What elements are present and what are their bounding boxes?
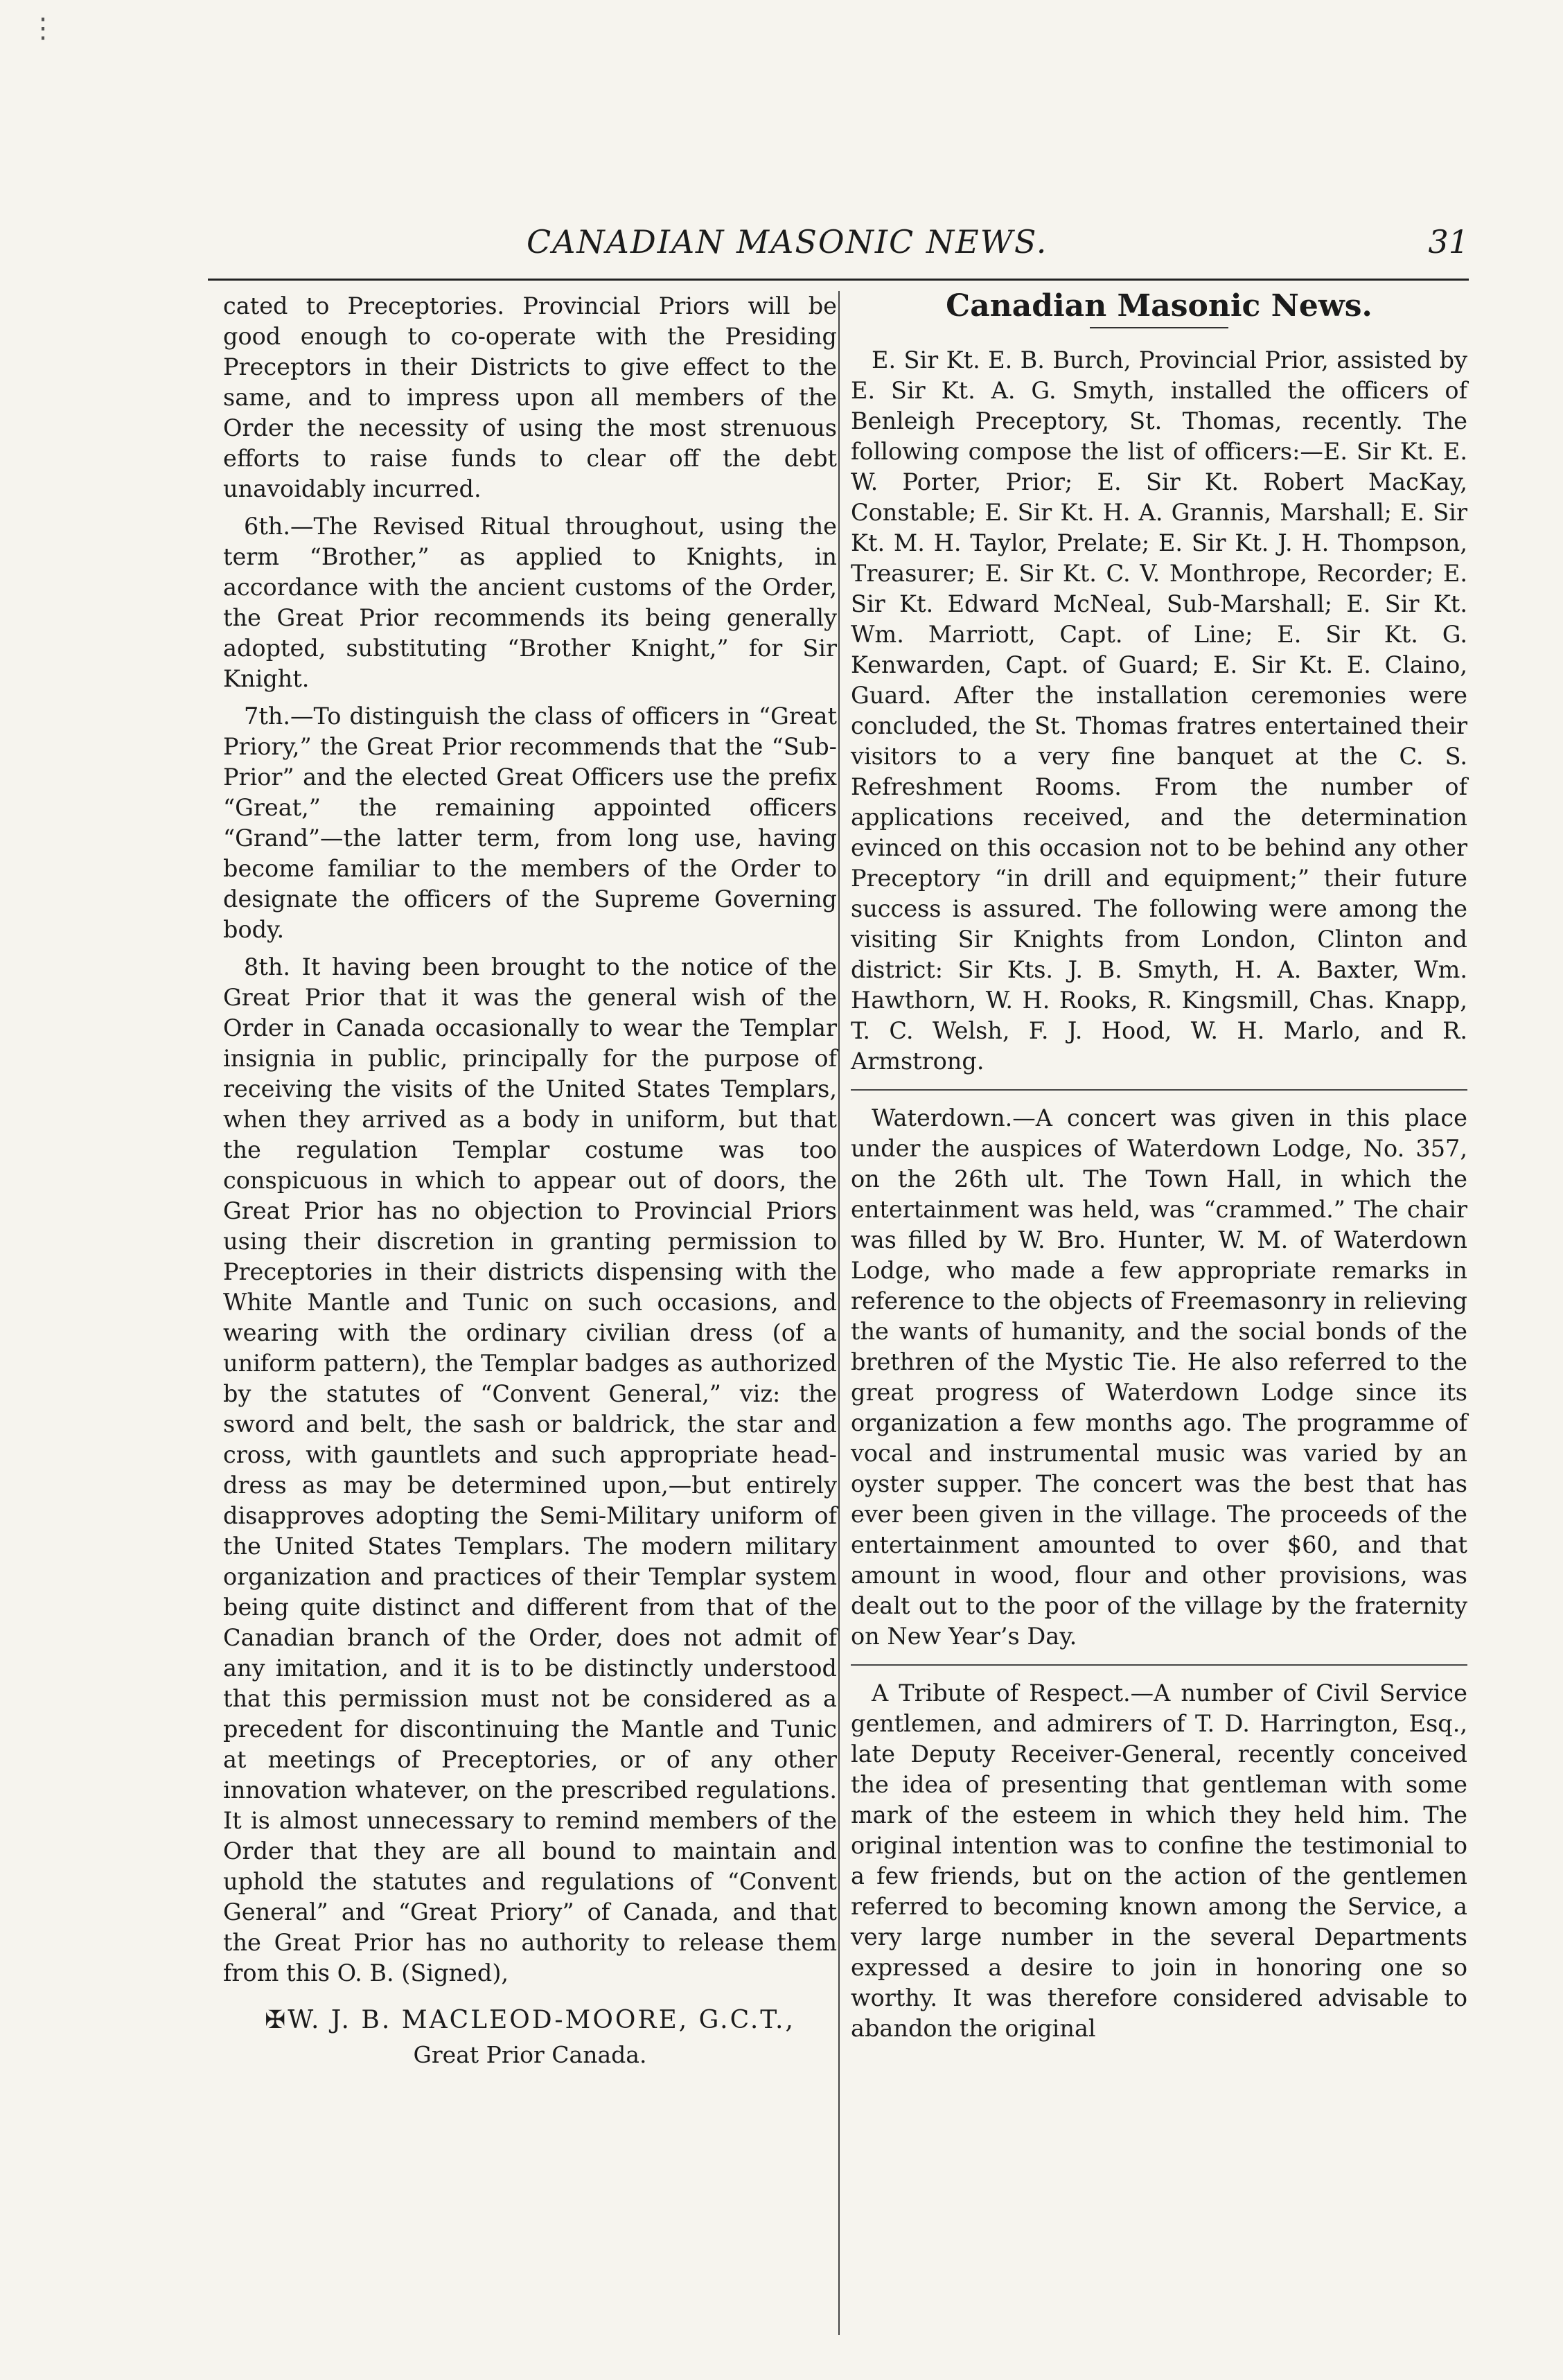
- margin-mark: ⋮: [29, 12, 57, 44]
- section-title: Canadian Masonic News.: [946, 288, 1372, 324]
- article-st-thomas: E. Sir Kt. E. B. Burch, Provincial Prior, assisted by E. Sir Kt. A. G. Smyth, installed the officers of Benleigh Preceptory, St. Thomas, recently. The following compose the list of officers:—E. Sir Kt. E. W. Porter, Prior; E. Sir Kt. Robert MacKay, Constable; E. Sir Kt. H. A. Grannis, Marshall; E. Sir Kt. M. H. Taylor, Prelate; E. Sir Kt. J. H. Thompson, Treasurer; E. Sir Kt. C. V. Monthrope, Recorder; E. Sir Kt. Edward McNeal, Sub-Marshall; E. Sir Kt. Wm. Marriott, Capt. of Line; E. Sir Kt. G. Kenwarden, Capt. of Guard; E. Sir Kt. E. Claino, Guard. After the installation ceremonies were concluded, the St. Thomas fratres entertained their visitors to a very fine banquet at the C. S. Refreshment Rooms. From the number of applications received, and the determination evinced on this occasion not to be behind any other Preceptory “in drill and equipment;” their future success is assured. The following were among the visiting Sir Knights from London, Clinton and district: Sir Kts. J. B. Smyth, H. A. Baxter, Wm. Hawthorn, W. H. Rooks, R. Kingsmill, Chas. Knapp, T. C. Welsh, F. J. Hood, W. H. Marlo, and R. Armstrong.: [851, 346, 1467, 1075]
- page-number: 31: [1428, 223, 1469, 261]
- header-rule: [208, 279, 1469, 281]
- paragraph-7th: 7th.—To distinguish the class of officers in “Great Priory,” the Great Prior recommends that the “Sub-Prior” and the elected Great Officers use the prefix “Great,” the remaining appointed officers “Grand”—the latter term, from long use, having become familiar to the members of the Order to designate the officers of the Supreme Governing body.: [223, 703, 837, 943]
- article-separator: [851, 1664, 1467, 1666]
- paragraph-6th: 6th.—The Revised Ritual throughout, using the term “Brother,” as applied to Knights, in accordance with the ancient customs of the Order, the Great Prior recommends its being generally adopted, substituting “Brother Knight,” for Sir Knight.: [223, 513, 837, 692]
- paragraph-8th: 8th. It having been brought to the notice of the Great Prior that it was the general wish of the Order in Canada occasionally to wear the Templar insignia in public, principally for the purpose of receiving the visits of the United States Templars, when they arrived as a body in uniform, but that the regulation Templar costume was too conspicuous in which to appear out of doors, the Great Prior has no objection to Provincial Priors using their discretion in granting permission to Preceptories in their districts dispensing with the White Mantle and Tunic on such occasions, and wearing with the ordinary civilian dress (of a uniform pattern), the Templar badges as authorized by the statutes of “Convent General,” viz: the sword and belt, the sash or baldrick, the star and cross, with gauntlets and such appropriate head-dress as may be determined upon,—but entirely disapproves adopting the Semi-Military uniform of the United States Templars. The modern military organization and practices of their Templar system being quite distinct and different from that of the Canadian branch of the Order, does not admit of any imitation, and it is to be distinctly understood that this permission must not be considered as a precedent for discontinuing the Mantle and Tunic at meetings of Preceptories, or of any other innovation whatever, on the prescribed regulations. It is almost unnecessary to remind members of the Order that they are all bound to maintain and uphold the statutes and regulations of “Convent General” and “Great Priory” of Canada, and that the Great Prior has no authority to release them from this O. B. (Signed),: [223, 953, 837, 1986]
- running-title: CANADIAN MASONIC NEWS.: [527, 223, 1048, 261]
- article-tribute: A Tribute of Respect.—A number of Civil Service gentlemen, and admirers of T. D. Harrington, Esq., late Deputy Receiver-General, recently conceived the idea of presenting that gentleman with some mark of the esteem in which they held him. The original intention was to confine the testimonial to a few friends, but on the action of the gentlemen referred to becoming known among the Service, a very large number in the several Departments expressed a desire to join in honoring one so worthy. It was therefore considered advisable to abandon the original: [851, 1680, 1467, 2042]
- running-head: [208, 223, 1469, 265]
- signature: ✠W. J. B. MACLEOD-MOORE, G.C.T.,: [265, 2006, 795, 2034]
- column-divider: [838, 291, 840, 2335]
- article-separator: [851, 1089, 1467, 1091]
- left-column: [223, 291, 837, 2070]
- signature-title: Great Prior Canada.: [413, 2041, 647, 2068]
- article-waterdown: Waterdown.—A concert was given in this place under the auspices of Waterdown Lodge, No. 357, on the 26th ult. The Town Hall, in which the entertainment was held, was “crammed.” The chair was filled by W. Bro. Hunter, W. M. of Waterdown Lodge, who made a few appropriate remarks in reference to the objects of Freemasonry in relieving the wants of humanity, and the social bonds of the brethren of the Mystic Tie. He also referred to the great progress of Waterdown Lodge since its organization a few months ago. The programme of vocal and instrumental music was varied by an oyster supper. The concert was the best that has ever been given in the village. The proceeds of the entertainment amounted to over $60, and that amount in wood, flour and other provisions, was dealt out to the poor of the village by the fraternity on New Year’s Day.: [851, 1104, 1467, 1650]
- paragraph-continuation: cated to Preceptories. Provincial Priors will be good enough to co-operate with the Presiding Preceptors in their Districts to give effect to the same, and to impress upon all members of the Order the necessity of using the most strenuous efforts to raise funds to clear off the debt unavoidably incurred.: [223, 292, 837, 502]
- right-column: [851, 288, 1467, 2051]
- title-rule: [1090, 327, 1228, 328]
